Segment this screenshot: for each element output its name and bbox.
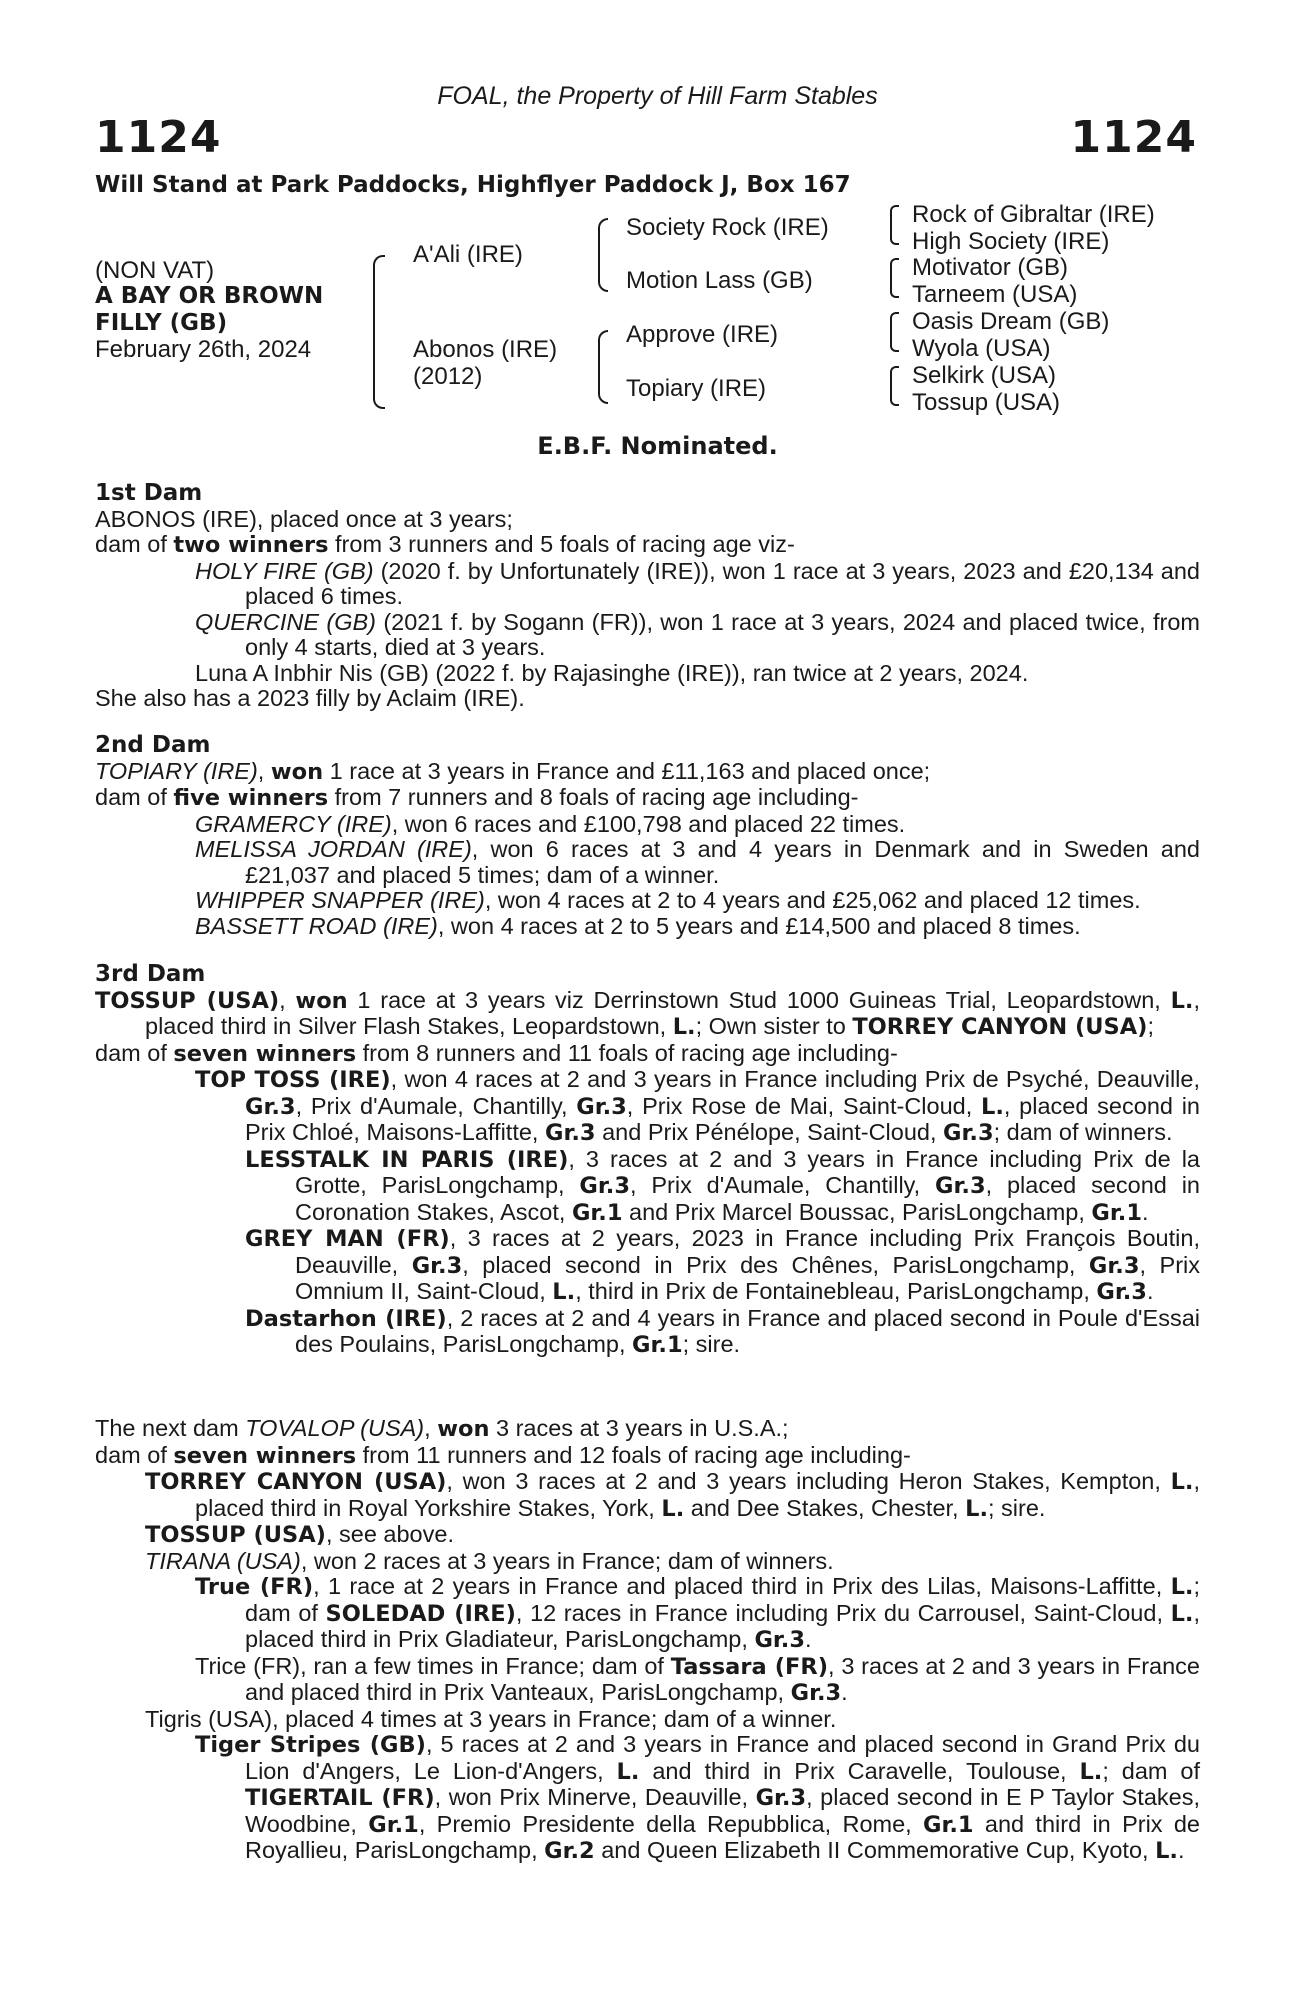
- first-dam-offspring-1: HOLY FIRE (GB) (2020 f. by Unfortunately (IRE)), won 1 race at 3 years, 2023 and £20,134 and placed 6 times.: [195, 557, 1200, 609]
- lesstalk-entry: LESSTALK IN PARIS (IRE), 3 races at 2 and 3 years in France including Prix de la Grotte, ParisLongchamp, Gr.3, Prix d'Aumale, Chantilly, Gr.3, placed second in Coronation Stakes, Ascot, Gr.1 and Prix Marcel Boussac, ParisLongchamp, Gr.1.: [245, 1145, 1200, 1226]
- first-dam-heading: 1st Dam: [95, 480, 203, 506]
- second-dam-offspring-2: MELISSA JORDAN (IRE), won 6 races at 3 and 4 years in Denmark and in Sweden and £21,037 and placed 5 times; dam of a winner.: [195, 836, 1200, 888]
- grandsire-3: Oasis Dream (GB): [912, 308, 1110, 335]
- tiger-stripes-entry: Tiger Stripes (GB), 5 races at 2 and 3 years in France and placed second in Grand Prix du Lion d'Angers, Le Lion-d'Angers, L. and third in Prix Caravelle, Toulouse, L.; dam of TIGERTAIL (FR), won Prix Minerve, Deauville, Gr.3, placed second in E P Taylor Stakes, Woodbine, Gr.1, Premio Presidente della Repubblica, Rome, Gr.1 and third in Prix de Royallieu, ParisLongchamp, Gr.2 and Queen Elizabeth II Commemorative Cup, Kyoto, L..: [195, 1731, 1201, 1864]
- first-dam-summary: ABONOS (IRE), placed once at 3 years;: [95, 505, 513, 532]
- second-dam-offspring-4: BASSETT ROAD (IRE), won 4 races at 2 to 5 years and £14,500 and placed 8 times.: [195, 912, 1081, 939]
- torrey-canyon-entry: TORREY CANYON (USA), won 3 races at 2 and 3 years including Heron Stakes, Kempton, L., placed third in Royal Yorkshire Stakes, York, L. and Dee Stakes, Chester, L.; sire.: [145, 1468, 1200, 1522]
- foaling-date: February 26th, 2024: [95, 336, 312, 363]
- grandsire-2: Motivator (GB): [912, 254, 1069, 281]
- true-entry: True (FR), 1 race at 2 years in France and placed third in Prix des Lilas, Maisons-Laffitte, L.; dam of SOLEDAD (IRE), 12 races in France including Prix du Carrousel, Saint-Cloud, L., placed third in Prix Gladiateur, ParisLongchamp, Gr.3.: [195, 1573, 1201, 1653]
- brace-g3: [890, 312, 899, 352]
- tossup-entry: TOSSUP (USA), see above.: [145, 1521, 454, 1548]
- trice-entry: Trice (FR), ran a few times in France; dam of Tassara (FR), 3 races at 2 and 3 years in France and placed third in Prix Vanteaux, ParisLongchamp, Gr.3.: [195, 1652, 1200, 1706]
- granddam-4: Tossup (USA): [912, 389, 1061, 416]
- next-dam-summary: The next dam TOVALOP (USA), won 3 races at 3 years in U.S.A.;: [95, 1415, 789, 1442]
- stand-location: Will Stand at Park Paddocks, Highflyer Paddock J, Box 167: [95, 172, 851, 198]
- third-dam-produce: dam of seven winners from 8 runners and 11 foals of racing age including-: [95, 1039, 898, 1067]
- pedigree-brace-dam: [598, 330, 608, 404]
- dam-year: (2012): [413, 363, 483, 390]
- lot-description-2: FILLY (GB): [95, 310, 228, 336]
- dam-sire: Approve (IRE): [626, 321, 779, 348]
- lot-number-right: 1124: [1070, 112, 1197, 163]
- pedigree-brace-main: [373, 255, 385, 409]
- granddam-3: Wyola (USA): [912, 335, 1051, 362]
- next-dam-section: [95, 1416, 1200, 1865]
- first-dam-also: She also has a 2023 filly by Aclaim (IRE).: [95, 685, 525, 711]
- first-dam-section: [95, 481, 1200, 712]
- second-dam-heading: 2nd Dam: [95, 732, 211, 758]
- dastarhon-entry: Dastarhon (IRE), 2 races at 2 and 4 years in France and placed second in Poule d'Essai des Poulains, ParisLongchamp, Gr.1; sire.: [245, 1304, 1200, 1358]
- brace-g4: [890, 366, 899, 406]
- grandsire-1: Rock of Gibraltar (IRE): [912, 201, 1155, 228]
- grey-man-entry: GREY MAN (FR), 3 races at 2 years, 2023 in France including Prix François Boutin, Deauville, Gr.3, placed second in Prix des Chênes, ParisLongchamp, Gr.3, Prix Omnium II, Saint-Cloud, L., third in Prix de Fontainebleau, ParisLongchamp, Gr.3.: [245, 1225, 1200, 1305]
- vat-status: (NON VAT): [95, 257, 215, 284]
- dam-dam: Topiary (IRE): [626, 375, 767, 402]
- lot-number-left: 1124: [95, 112, 222, 163]
- second-dam-offspring-3: WHIPPER SNAPPER (IRE), won 4 races at 2 to 4 years and £25,062 and placed 12 times.: [195, 887, 1141, 913]
- first-dam-offspring-3: Luna A Inbhir Nis (GB) (2022 f. by Rajasinghe (IRE)), ran twice at 2 years, 2024.: [195, 659, 1029, 686]
- second-dam-produce: dam of five winners from 7 runners and 8 foals of racing age including-: [95, 784, 859, 811]
- second-dam-offspring-1: GRAMERCY (IRE), won 6 races and £100,798 and placed 22 times.: [195, 810, 906, 837]
- top-toss-entry: TOP TOSS (IRE), won 4 races at 2 and 3 years in France including Prix de Psyché, Deauville, Gr.3, Prix d'Aumale, Chantilly, Gr.3, Prix Rose de Mai, Saint-Cloud, L., placed second in Prix Chloé, Maisons-Laffitte, Gr.3 and Prix Pénélope, Saint-Cloud, Gr.3; dam of winners.: [195, 1066, 1201, 1146]
- second-dam-section: [95, 733, 1200, 939]
- first-dam-produce: dam of two winners from 3 runners and 5 foals of racing age viz-: [95, 531, 795, 558]
- ebf-nominated: E.B.F. Nominated.: [537, 432, 778, 460]
- tirana-entry: TIRANA (USA), won 2 races at 3 years in France; dam of winners.: [145, 1547, 834, 1574]
- sire-name: A'Ali (IRE): [413, 241, 523, 268]
- grandsire-4: Selkirk (USA): [912, 362, 1057, 389]
- third-dam-section: [95, 962, 1200, 1359]
- brace-g1: [890, 205, 899, 245]
- first-dam-offspring-2: QUERCINE (GB) (2021 f. by Sogann (FR)), won 1 race at 3 years, 2024 and placed twice, from only 4 starts, died at 3 years.: [195, 608, 1200, 660]
- second-dam-summary: TOPIARY (IRE), won 1 race at 3 years in France and £11,163 and placed once;: [95, 757, 931, 785]
- sire-dam: Motion Lass (GB): [626, 267, 813, 294]
- granddam-2: Tarneem (USA): [912, 281, 1078, 308]
- brace-g2: [890, 258, 899, 298]
- lot-description-1: A BAY OR BROWN: [95, 283, 324, 309]
- third-dam-heading: 3rd Dam: [95, 961, 206, 987]
- tigris-entry: Tigris (USA), placed 4 times at 3 years in France; dam of a winner.: [145, 1705, 837, 1732]
- pedigree-brace-sire: [598, 218, 608, 292]
- vendor-title: FOAL, the Property of Hill Farm Stables: [437, 82, 878, 110]
- dam-name: Abonos (IRE): [413, 336, 558, 363]
- granddam-1: High Society (IRE): [912, 228, 1110, 255]
- next-dam-produce: dam of seven winners from 11 runners and 12 foals of racing age including-: [95, 1441, 911, 1469]
- third-dam-summary: TOSSUP (USA), won 1 race at 3 years viz Derrinstown Stud 1000 Guineas Trial, Leopardstown, L., placed third in Silver Flash Stakes, Leopardstown, L.; Own sister to TORREY CANYON (USA);: [95, 986, 1200, 1040]
- sire-sire: Society Rock (IRE): [626, 214, 829, 241]
